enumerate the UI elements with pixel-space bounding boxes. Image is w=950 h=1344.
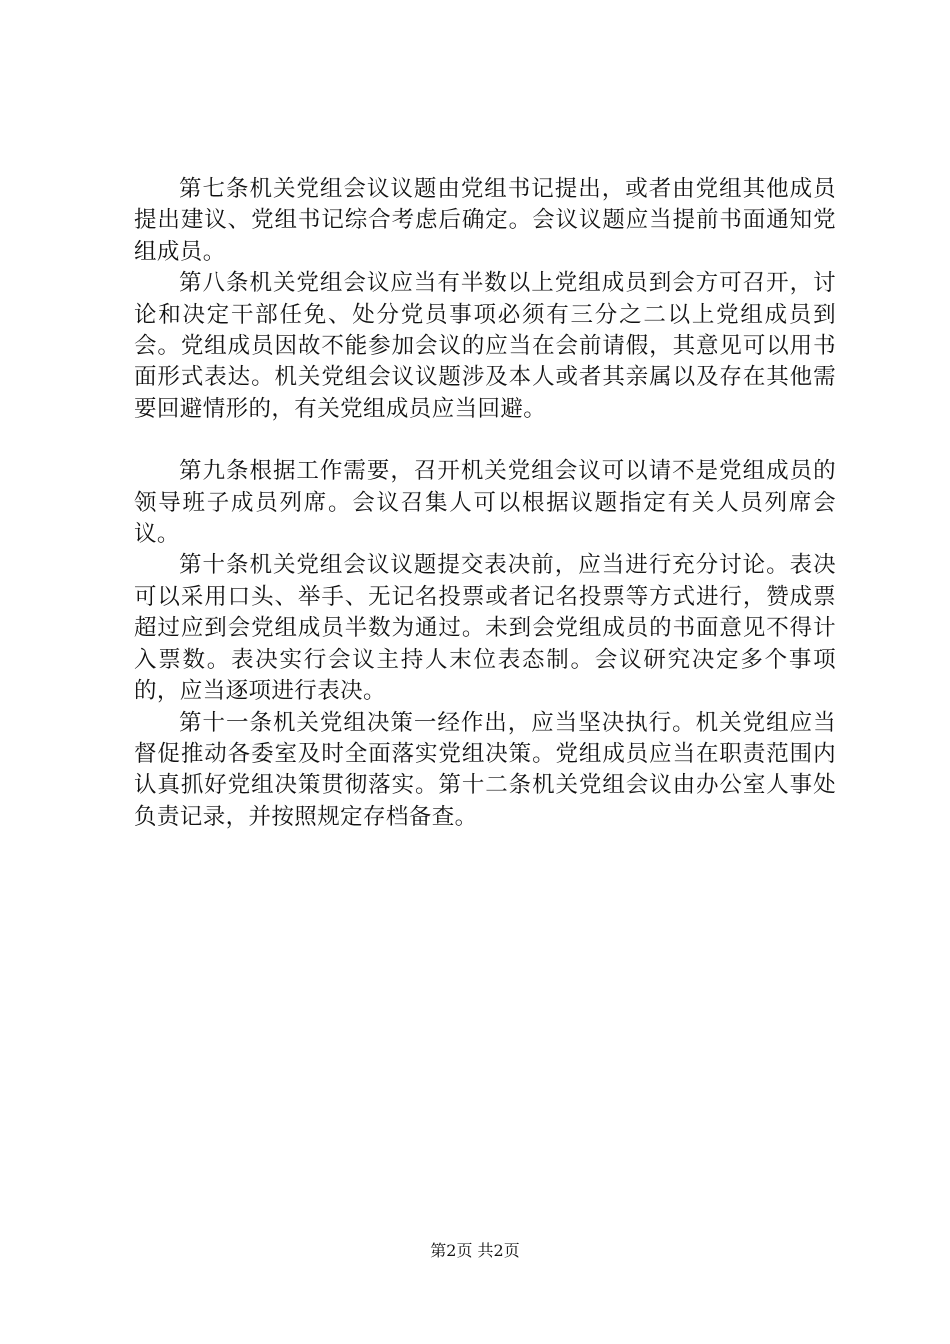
document-body xyxy=(134,174,836,833)
article-10-paragraph: 第十条机关党组会议议题提交表决前，应当进行充分讨论。表决可以采用口头、举手、无记名投票或者记名投票等方式进行，赞成票超过应到会党组成员半数为通过。未到会党组成员的书面意见不得计入票数。表决实行会议主持人末位表态制。会议研究决定多个事项的，应当逐项进行表决。 xyxy=(134,552,836,705)
page-number-footer: 第2页 共2页 xyxy=(430,1241,520,1260)
article-7-paragraph: 第七条机关党组会议议题由党组书记提出，或者由党组其他成员提出建议、党组书记综合考虑后确定。会议议题应当提前书面通知党组成员。 xyxy=(134,176,836,265)
article-9-paragraph: 第九条根据工作需要，召开机关党组会议可以请不是党组成员的领导班子成员列席。会议召集人可以根据议题指定有关人员列席会议。 xyxy=(134,458,836,548)
article-11-12-paragraph: 第十一条机关党组决策一经作出，应当坚决执行。机关党组应当督促推动各委室及时全面落实党组决策。党组成员应当在职责范围内认真抓好党组决策贯彻落实。第十二条机关党组会议由办公室人事处负责记录，并按照规定存档备查。 xyxy=(134,709,836,830)
article-8-paragraph: 第八条机关党组会议应当有半数以上党组成员到会方可召开，讨论和决定干部任免、处分党员事项必须有三分之二以上党组成员到会。党组成员因故不能参加会议的应当在会前请假，其意见可以用书面形式表达。机关党组会议议题涉及本人或者其亲属以及存在其他需要回避情形的，有关党组成员应当回避。 xyxy=(134,270,836,422)
